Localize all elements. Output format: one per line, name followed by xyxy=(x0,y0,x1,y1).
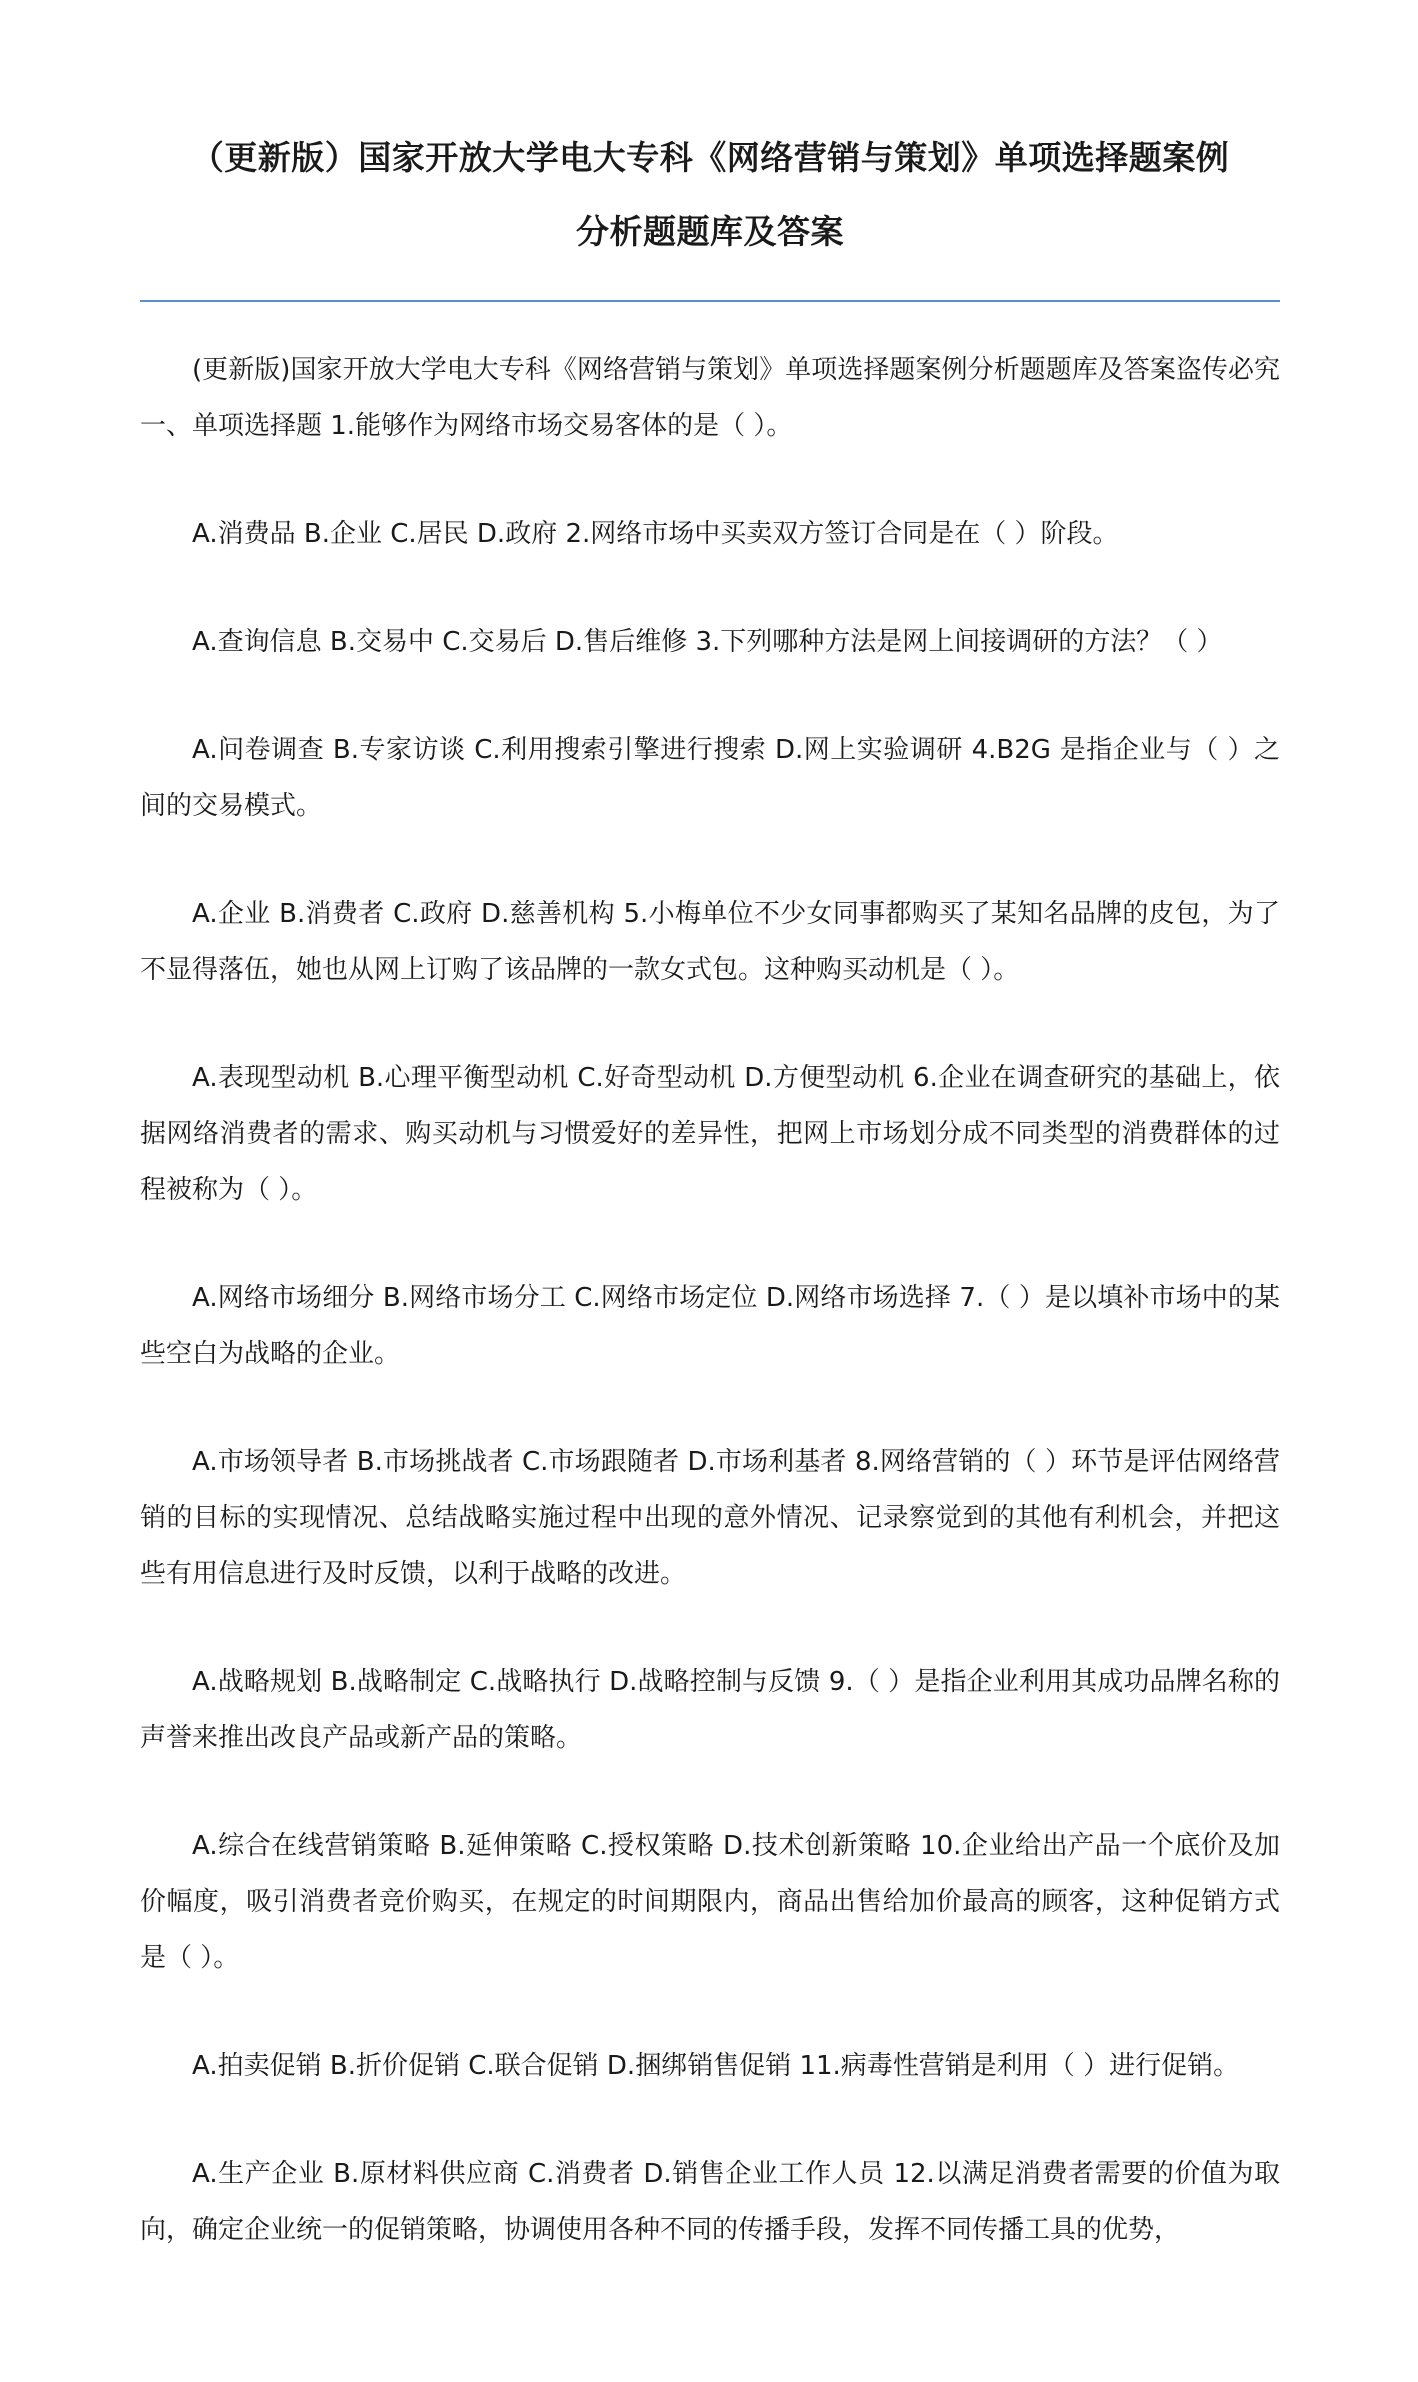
paragraph-q9-options: A.综合在线营销策略 B.延伸策略 C.授权策略 D.技术创新策略 10.企业给出产品一个底价及加价幅度，吸引消费者竞价购买，在规定的时间期限内，商品出售给加价最高的顾客，这种促销方式是（ ）。 xyxy=(140,1831,1280,1973)
paragraph-q1-options: A.消费品 B.企业 C.居民 D.政府 2.网络市场中买卖双方签订合同是在（ ）阶段。 xyxy=(192,519,1119,549)
document-title-line-1: （更新版）国家开放大学电大专科《网络营销与策划》单项选择题案例 xyxy=(190,138,1230,177)
paragraph-q6-options: A.网络市场细分 B.网络市场分工 C.网络市场定位 D.网络市场选择 7.（ ）是以填补市场中的某些空白为战略的企业。 xyxy=(140,1283,1280,1369)
paragraph-q8-options: A.战略规划 B.战略制定 C.战略执行 D.战略控制与反馈 9.（ ）是指企业利用其成功品牌名称的声誉来推出改良产品或新产品的策略。 xyxy=(140,1667,1280,1753)
paragraph-q4-options: A.企业 B.消费者 C.政府 D.慈善机构 5.小梅单位不少女同事都购买了某知名品牌的皮包，为了不显得落伍，她也从网上订购了该品牌的一款女式包。这种购买动机是（ ）。 xyxy=(140,899,1280,985)
paragraph-q5-options: A.表现型动机 B.心理平衡型动机 C.好奇型动机 D.方便型动机 6.企业在调查研究的基础上，依据网络消费者的需求、购买动机与习惯爱好的差异性，把网上市场划分成不同类型的消费群体的过程被称为（ ）。 xyxy=(140,1063,1281,1205)
document-body xyxy=(140,342,1280,2310)
paragraph-q3-options: A.问卷调查 B.专家访谈 C.利用搜索引擎进行搜索 D.网上实验调研 4.B2G 是指企业与（ ）之间的交易模式。 xyxy=(140,735,1280,821)
document-title-line-2: 分析题题库及答案 xyxy=(576,212,844,251)
paragraph-q10-options: A.拍卖促销 B.折价促销 C.联合促销 D.捆绑销售促销 11.病毒性营销是利用（ ）进行促销。 xyxy=(192,2051,1240,2081)
paragraph-q2-options: A.查询信息 B.交易中 C.交易后 D.售后维修 3.下列哪种方法是网上间接调研的方法？（ ） xyxy=(192,627,1223,657)
paragraph-q11-options: A.生产企业 B.原材料供应商 C.消费者 D.销售企业工作人员 12.以满足消费者需要的价值为取向，确定企业统一的促销策略，协调使用各种不同的传播手段，发挥不同传播工具的优势， xyxy=(140,2159,1280,2245)
title-divider xyxy=(140,300,1280,302)
paragraph-q7-options: A.市场领导者 B.市场挑战者 C.市场跟随者 D.市场利基者 8.网络营销的（ ）环节是评估网络营销的目标的实现情况、总结战略实施过程中出现的意外情况、记录察觉到的其他有利机会，并把这些有用信息进行及时反馈，以利于战略的改进。 xyxy=(140,1447,1280,1589)
paragraph-intro: (更新版)国家开放大学电大专科《网络营销与策划》单项选择题案例分析题题库及答案盗传必究一、单项选择题 1.能够作为网络市场交易客体的是（ ）。 xyxy=(140,355,1280,441)
